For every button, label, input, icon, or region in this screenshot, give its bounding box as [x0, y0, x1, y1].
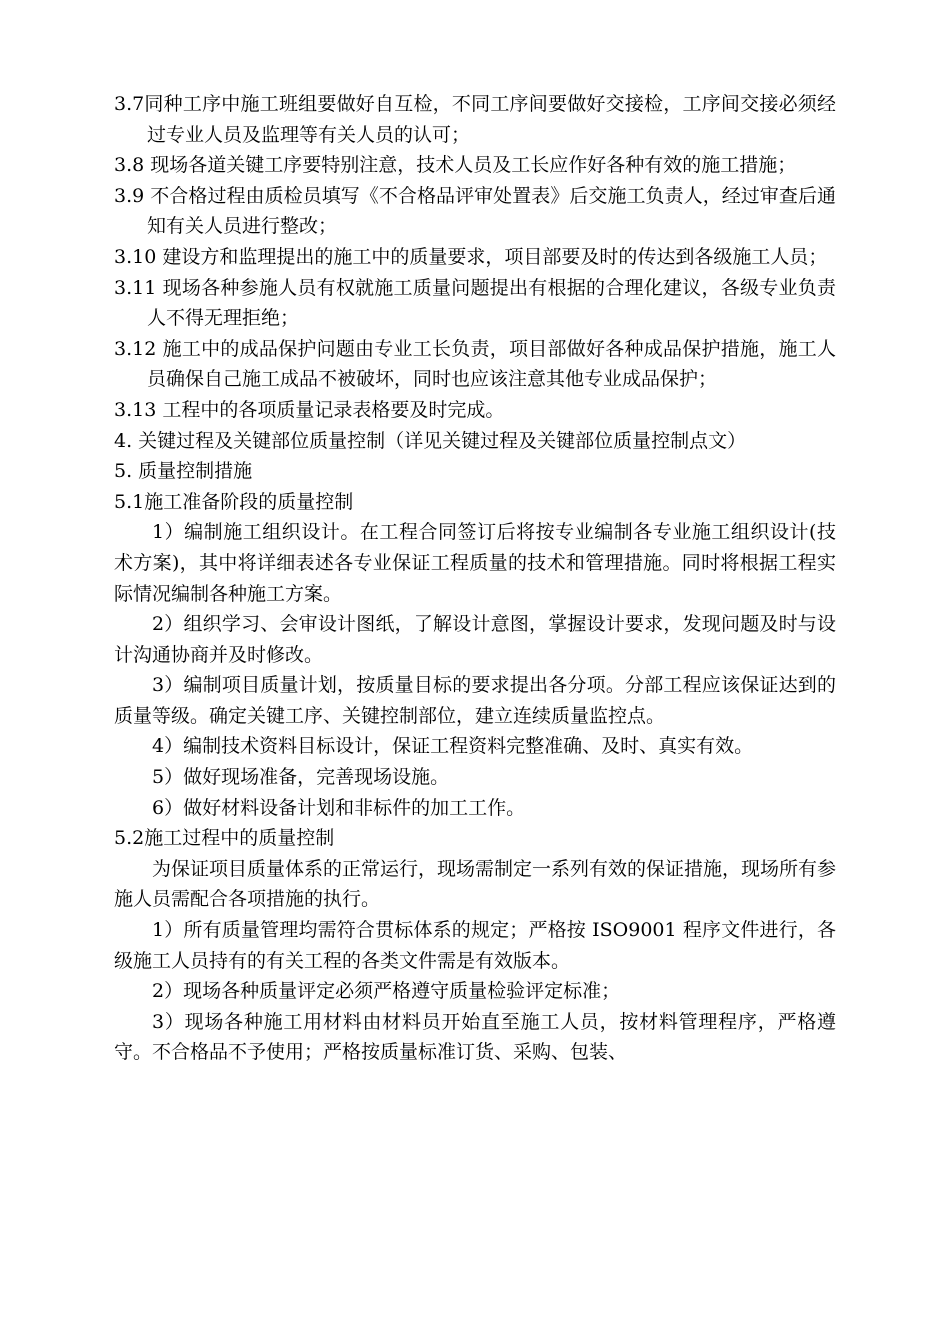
section-5-2-item-1: 1）所有质量管理均需符合贯标体系的规定；严格按 ISO9001 程序文件进行，各级施工人员持有的有关工程的各类文件需是有效版本。: [114, 919, 836, 972]
clause-3-10: 3.10 建设方和监理提出的施工中的质量要求，项目部要及时的传达到各级施工人员；: [114, 245, 828, 268]
clause-3-8: 3.8 现场各道关键工序要特别注意，技术人员及工长应作好各种有效的施工措施；: [114, 154, 797, 177]
section-4-heading: 4. 关键过程及关键部位质量控制（详见关键过程及关键部位质量控制点文）: [114, 429, 747, 452]
section-5-2-item-3: 3）现场各种施工用材料由材料员开始直至施工人员，按材料管理程序，严格遵守。不合格品不予使用；严格按质量标准订货、采购、包装、: [114, 1010, 836, 1064]
section-5-1-heading: 5.1施工准备阶段的质量控制: [114, 490, 354, 513]
section-5-1-item-1: 1）编制施工组织设计。在工程合同签订后将按专业编制各专业施工组织设计(技术方案)，其中将详细表述各专业保证工程质量的技术和管理措施。同时将根据工程实际情况编制各种施工方案。: [114, 521, 836, 605]
clause-3-7: 3.7同种工序中施工班组要做好自互检，不同工序间要做好交接检，工序间交接必须经过专业人员及监理等有关人员的认可；: [114, 93, 836, 146]
section-5-2-heading: 5.2施工过程中的质量控制: [114, 827, 335, 850]
document-body: [114, 89, 836, 1068]
section-5-1-item-2: 2）组织学习、会审设计图纸，了解设计意图，掌握设计要求，发现问题及时与设计沟通协商并及时修改。: [114, 613, 836, 666]
clause-3-9: 3.9 不合格过程由质检员填写《不合格品评审处置表》后交施工负责人，经过审查后通知有关人员进行整改；: [114, 184, 836, 238]
section-5-1-item-4: 4）编制技术资料目标设计，保证工程资料完整准确、及时、真实有效。: [152, 735, 754, 758]
clause-3-11: 3.11 现场各种参施人员有权就施工质量问题提出有根据的合理化建议，各级专业负责人不得无理拒绝；: [114, 276, 836, 330]
section-5-1-item-3: 3）编制项目质量计划，按质量目标的要求提出各分项。分部工程应该保证达到的质量等级。确定关键工序、关键控制部位，建立连续质量监控点。: [114, 674, 836, 727]
section-5-heading: 5. 质量控制措施: [114, 460, 253, 483]
clause-3-13: 3.13 工程中的各项质量记录表格要及时完成。: [114, 398, 505, 421]
section-5-1-item-5: 5）做好现场准备，完善现场设施。: [152, 766, 450, 789]
section-5-1-item-6: 6）做好材料设备计划和非标件的加工工作。: [152, 796, 526, 819]
section-5-2-item-2: 2）现场各种质量评定必须严格遵守质量检验评定标准；: [152, 980, 621, 1003]
section-5-2-intro: 为保证项目质量体系的正常运行，现场需制定一系列有效的保证措施，现场所有参施人员需配合各项措施的执行。: [114, 857, 837, 911]
clause-3-12: 3.12 施工中的成品保护问题由专业工长负责，项目部做好各种成品保护措施，施工人员确保自己施工成品不被破坏，同时也应该注意其他专业成品保护；: [114, 337, 836, 391]
